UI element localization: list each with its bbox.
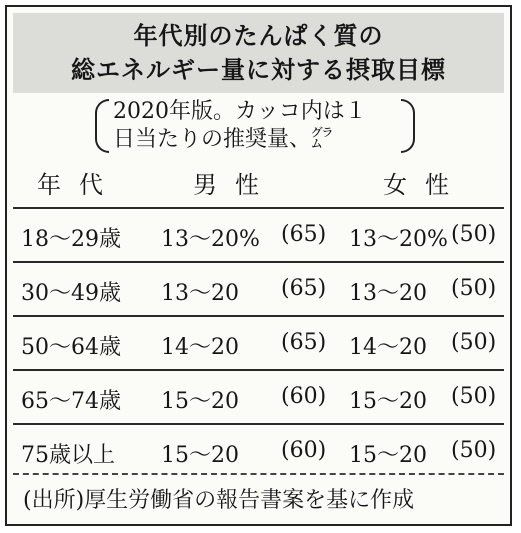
header-male: 男性 — [193, 171, 277, 199]
table-row — [13, 315, 504, 371]
male-grams-cell: (65) — [281, 222, 327, 247]
age-cell: 30〜49歳 — [21, 281, 121, 306]
female-grams-cell: (50) — [451, 222, 497, 247]
header-female: 女性 — [383, 171, 467, 199]
age-cell: 18〜29歳 — [21, 227, 121, 252]
female-grams-cell: (50) — [451, 276, 497, 301]
note-right-bracket — [401, 99, 415, 153]
age-cell: 75歳以上 — [21, 443, 115, 468]
male-grams-cell: (65) — [281, 276, 327, 301]
male-grams-cell: (65) — [281, 330, 327, 355]
male-range-cell: 15〜20 — [161, 443, 239, 468]
table-frame — [5, 5, 512, 526]
age-cell: 65〜74歳 — [21, 389, 121, 414]
male-range-cell: 14〜20 — [161, 335, 239, 360]
note-left-bracket — [95, 99, 109, 153]
female-grams-cell: (50) — [451, 438, 497, 463]
title-line-1: 年代別のたんぱく質の — [133, 22, 384, 50]
female-range-cell: 15〜20 — [349, 443, 427, 468]
male-range-cell: 13〜20 — [161, 281, 239, 306]
table-row — [13, 369, 504, 425]
female-range-cell: 14〜20 — [349, 335, 427, 360]
table-row — [13, 423, 504, 473]
male-grams-cell: (60) — [281, 438, 327, 463]
female-range-cell: 13〜20% — [349, 227, 448, 252]
table-row — [13, 261, 504, 317]
note — [95, 95, 415, 159]
female-range-cell: 13〜20 — [349, 281, 427, 306]
header-age: 年代 — [37, 171, 121, 199]
source-divider — [13, 473, 504, 475]
female-range-cell: 15〜20 — [349, 389, 427, 414]
male-range-cell: 15〜20 — [161, 389, 239, 414]
source-note: (出所)厚生労働省の報告書案を基に作成 — [23, 488, 415, 513]
table-row — [13, 207, 504, 263]
title-line-2: 総エネルギー量に対する摂取目標 — [71, 56, 446, 84]
note-line-1: 2020年版。カッコ内は１ — [113, 99, 367, 124]
male-grams-cell: (60) — [281, 384, 327, 409]
female-grams-cell: (50) — [451, 384, 497, 409]
male-range-cell: 13〜20% — [161, 227, 260, 252]
female-grams-cell: (50) — [451, 330, 497, 355]
note-line-2: 日当たりの推奨量、㌘ — [113, 127, 334, 152]
title-box — [13, 13, 504, 93]
age-cell: 50〜64歳 — [21, 335, 121, 360]
